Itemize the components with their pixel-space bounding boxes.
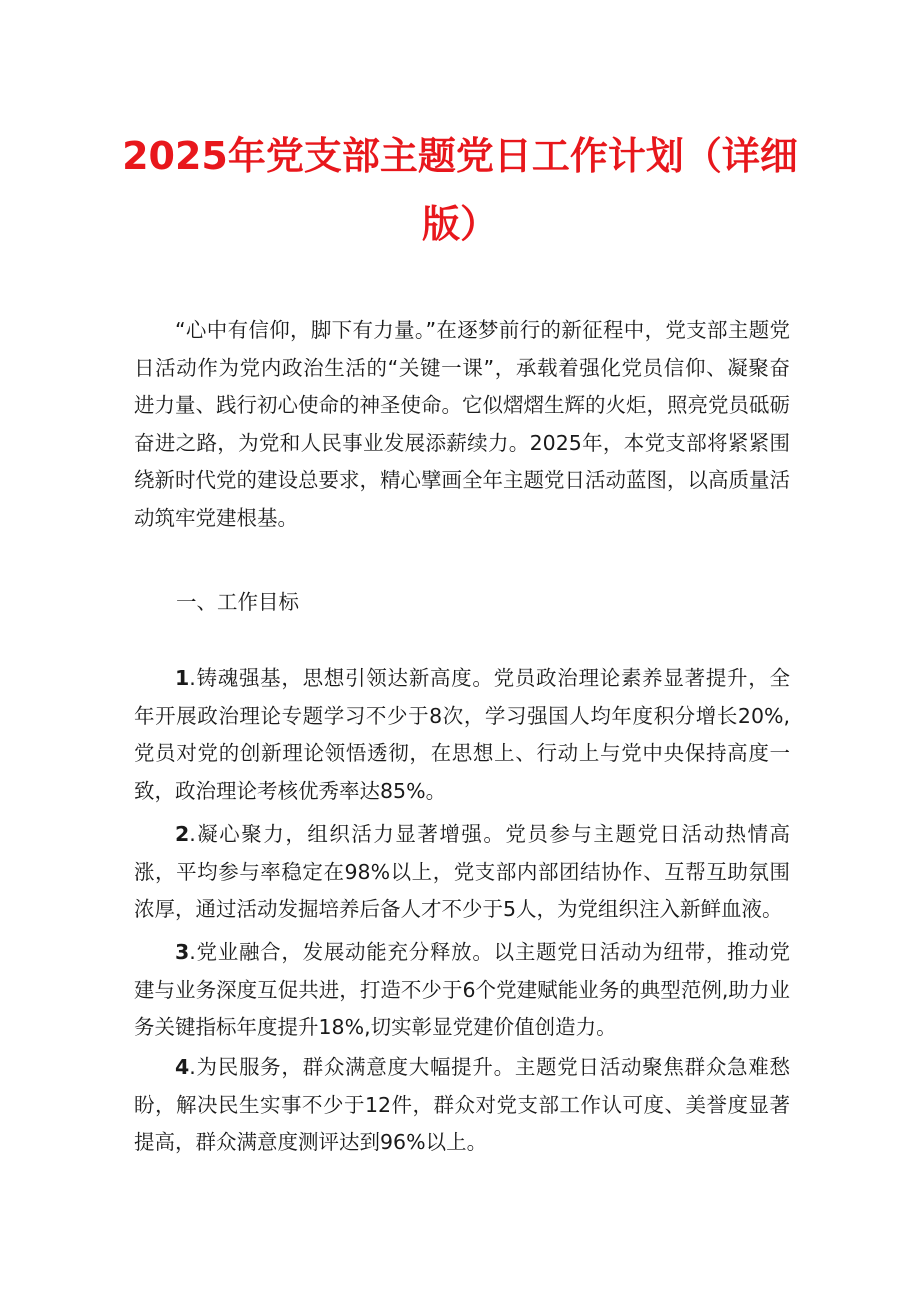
goal-text: .党业融合，发展动能充分释放。以主题党日活动为纽带，推动党建与业务深度互促共进，打造不少于6个党建赋能业务的典型范例,助力业务关键指标年度提升18%,切实彰显党建价值创造力。	[134, 940, 790, 1039]
goal-text: .铸魂强基，思想引领达新高度。党员政治理论素养显著提升，全年开展政治理论专题学习不少于8次，学习强国人均年度积分增长20%,党员对党的创新理论领悟透彻，在思想上、行动上与党中央保持高度一致，政治理论考核优秀率达85%。	[134, 666, 790, 803]
goal-number: 3	[175, 940, 190, 964]
goal-text: .凝心聚力，组织活力显著增强。党员参与主题党日活动热情高涨，平均参与率稳定在98%以上，党支部内部团结协作、互帮互助氛围浓厚，通过活动发掘培养后备人才不少于5人，为党组织注入新鲜血液。	[134, 822, 790, 921]
goal-text: .为民服务，群众满意度大幅提升。主题党日活动聚焦群众急难愁盼，解决民生实事不少于12件，群众对党支部工作认可度、美誉度显著提高，群众满意度测评达到96%以上。	[134, 1055, 790, 1154]
goal-paragraph-2	[134, 816, 790, 929]
goal-number: 4	[175, 1055, 190, 1079]
goal-paragraph-4	[134, 1049, 790, 1162]
document-title: 2025年党支部主题党日工作计划（详细版）	[122, 134, 798, 246]
goal-paragraph-3	[134, 934, 790, 1047]
goal-number: 2	[175, 822, 190, 846]
goal-number: 1	[175, 666, 190, 690]
section-heading-work-goals: 一、工作目标	[176, 590, 299, 614]
intro-paragraph: “心中有信仰，脚下有力量。”在逐梦前行的新征程中，党支部主题党日活动作为党内政治生活的“关键一课”，承载着强化党员信仰、凝聚奋进力量、践行初心使命的神圣使命。它似熠熠生辉的火炬，照亮党员砥砺奋进之路，为党和人民事业发展添薪续力。2025年，本党支部将紧紧围绕新时代党的建设总要求，精心擘画全年主题党日活动蓝图，以高质量活动筑牢党建根基。	[134, 318, 790, 530]
goal-paragraph-1	[134, 660, 790, 810]
